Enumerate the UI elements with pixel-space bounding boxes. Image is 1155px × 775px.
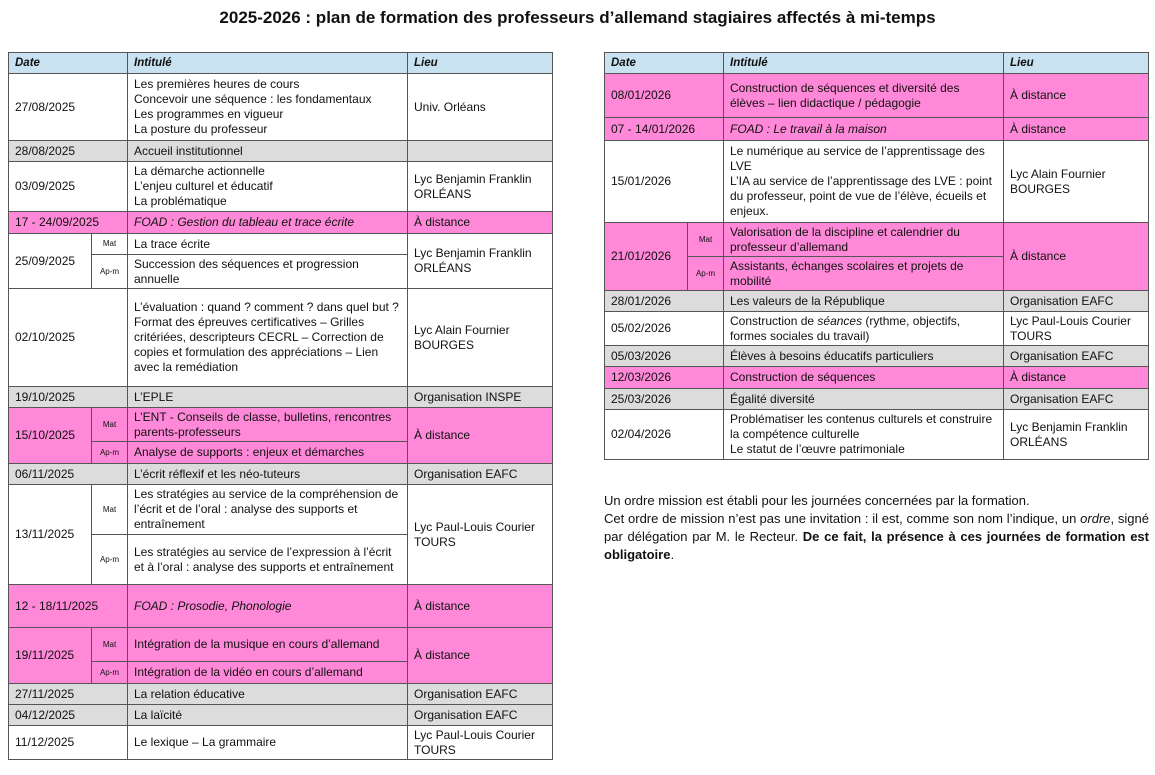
table-row xyxy=(9,408,553,442)
intitule-part: Construction de xyxy=(730,313,818,328)
row-intitule xyxy=(128,162,408,212)
intitule-line: Le numérique au service de l’apprentissage des LVE xyxy=(730,144,985,173)
row-intitule: Assistants, échanges scolaires et projets de mobilité xyxy=(724,257,1004,291)
row-lieu: Univ. Orléans xyxy=(408,74,553,141)
row-date: 19/11/2025 xyxy=(9,628,92,684)
table-row xyxy=(605,367,1149,389)
table-row xyxy=(605,223,1149,257)
row-intitule: L’EPLE xyxy=(128,387,408,408)
row-date: 17 - 24/09/2025 xyxy=(9,212,128,234)
row-date: 11/12/2025 xyxy=(9,726,128,760)
table-header xyxy=(605,53,1149,74)
table-row xyxy=(9,464,553,485)
row-date: 15/01/2026 xyxy=(605,141,724,223)
notice-text: Cet ordre de mission n’est pas une invitation : il est, comme son nom l’indique, un xyxy=(604,511,1081,526)
header-lieu: Lieu xyxy=(1004,53,1149,74)
session-apm: Ap-m xyxy=(92,255,128,289)
row-intitule xyxy=(128,74,408,141)
row-intitule xyxy=(724,141,1004,223)
table-row xyxy=(605,312,1149,346)
row-date: 05/03/2026 xyxy=(605,346,724,367)
row-intitule: FOAD : Gestion du tableau et trace écrite xyxy=(128,212,408,234)
row-date: 21/01/2026 xyxy=(605,223,688,291)
table-row xyxy=(9,141,553,162)
row-lieu: Organisation EAFC xyxy=(1004,389,1149,410)
header-lieu: Lieu xyxy=(408,53,553,74)
header-intitule: Intitulé xyxy=(724,53,1004,74)
session-apm: Ap-m xyxy=(92,442,128,464)
header-date: Date xyxy=(9,53,128,74)
row-lieu: À distance xyxy=(1004,118,1149,141)
row-lieu: Organisation INSPE xyxy=(408,387,553,408)
table-row xyxy=(9,585,553,628)
row-intitule: FOAD : Prosodie, Phonologie xyxy=(128,585,408,628)
session-mat: Mat xyxy=(92,628,128,662)
notice-line-1: Un ordre mission est établi pour les journées concernées par la formation. xyxy=(604,493,1030,508)
row-lieu: À distance xyxy=(408,408,553,464)
row-intitule: L’écrit réflexif et les néo-tuteurs xyxy=(128,464,408,485)
row-date: 02/04/2026 xyxy=(605,410,724,460)
row-lieu: À distance xyxy=(1004,223,1149,291)
row-intitule: Les stratégies au service de l’expression à l’écrit et à l’oral : analyse des supports et entraînement xyxy=(128,535,408,585)
table-row xyxy=(9,628,553,662)
row-lieu: À distance xyxy=(408,212,553,234)
table-row xyxy=(9,234,553,255)
row-date: 04/12/2025 xyxy=(9,705,128,726)
row-date: 25/03/2026 xyxy=(605,389,724,410)
intitule-line: La problématique xyxy=(134,194,227,208)
notice-emphasis: ordre xyxy=(1080,511,1111,526)
row-intitule: Intégration de la vidéo en cours d’allemand xyxy=(128,662,408,684)
row-lieu: À distance xyxy=(408,628,553,684)
intitule-line: Concevoir une séquence : les fondamentaux xyxy=(134,92,372,106)
row-date: 08/01/2026 xyxy=(605,74,724,118)
row-date: 28/08/2025 xyxy=(9,141,128,162)
table-row xyxy=(9,485,553,535)
table-row xyxy=(605,141,1149,223)
schedule-table-spring xyxy=(604,52,1149,460)
row-lieu xyxy=(408,141,553,162)
row-date: 15/10/2025 xyxy=(9,408,92,464)
header-date: Date xyxy=(605,53,724,74)
table-row xyxy=(9,74,553,141)
row-lieu: Lyc Alain Fournier BOURGES xyxy=(408,289,553,387)
row-intitule: L’ENT - Conseils de classe, bulletins, rencontres parents-professeurs xyxy=(128,408,408,442)
table-row xyxy=(9,212,553,234)
row-intitule: Construction de séquences xyxy=(724,367,1004,389)
row-date: 12 - 18/11/2025 xyxy=(9,585,128,628)
row-lieu: Lyc Paul-Louis Courier TOURS xyxy=(1004,312,1149,346)
row-intitule: La relation éducative xyxy=(128,684,408,705)
table-header xyxy=(9,53,553,74)
row-intitule xyxy=(128,289,408,387)
intitule-line: Problématiser les contenus culturels et construire la compétence culturelle xyxy=(730,412,993,441)
row-intitule: La laïcité xyxy=(128,705,408,726)
row-lieu: Lyc Alain Fournier BOURGES xyxy=(1004,141,1149,223)
row-lieu: À distance xyxy=(1004,74,1149,118)
row-intitule: Succession des séquences et progression annuelle xyxy=(128,255,408,289)
notice-mandatory: De ce fait, la présence à ces journées de formation est obligatoire xyxy=(604,529,1149,562)
row-lieu: À distance xyxy=(408,585,553,628)
notice-line-2 xyxy=(604,510,1149,564)
row-date: 27/08/2025 xyxy=(9,74,128,141)
table-row xyxy=(605,410,1149,460)
row-lieu: Lyc Benjamin Franklin ORLÉANS xyxy=(408,234,553,289)
row-intitule xyxy=(724,410,1004,460)
row-lieu: Lyc Benjamin Franklin ORLÉANS xyxy=(408,162,553,212)
notice-text: . xyxy=(670,547,675,562)
session-apm: Ap-m xyxy=(688,257,724,291)
row-date: 02/10/2025 xyxy=(9,289,128,387)
table-row xyxy=(605,74,1149,118)
row-intitule: Égalité diversité xyxy=(724,389,1004,410)
intitule-line: Les programmes en vigueur xyxy=(134,107,284,121)
table-row xyxy=(605,118,1149,141)
notice-text: , signé par délégation par M. le Recteur. xyxy=(604,511,1149,544)
row-lieu: Lyc Paul-Louis Courier TOURS xyxy=(408,485,553,585)
table-row xyxy=(9,162,553,212)
row-date: 06/11/2025 xyxy=(9,464,128,485)
session-apm: Ap-m xyxy=(92,662,128,684)
intitule-line: L’IA au service de l’apprentissage des LVE : point du professeur, point de vue de l’élève, écueils et enjeux. xyxy=(730,174,992,218)
row-date: 13/11/2025 xyxy=(9,485,92,585)
table-row xyxy=(605,291,1149,312)
row-intitule: FOAD : Le travail à la maison xyxy=(724,118,1004,141)
row-date: 19/10/2025 xyxy=(9,387,128,408)
page-title: 2025-2026 : plan de formation des professeurs d’allemand stagiaires affectés à mi-temps xyxy=(219,8,936,27)
row-date: 27/11/2025 xyxy=(9,684,128,705)
table-row xyxy=(9,684,553,705)
row-date: 12/03/2026 xyxy=(605,367,724,389)
row-intitule: La trace écrite xyxy=(128,234,408,255)
row-intitule: Analyse de supports : enjeux et démarches xyxy=(128,442,408,464)
table-row xyxy=(9,289,553,387)
row-intitule: Les valeurs de la République xyxy=(724,291,1004,312)
intitule-part: (rythme, objectifs, formes sociales du travail) xyxy=(730,313,961,343)
row-date: 28/01/2026 xyxy=(605,291,724,312)
session-mat: Mat xyxy=(92,485,128,535)
intitule-line: La posture du professeur xyxy=(134,122,268,136)
table-row xyxy=(9,726,553,760)
intitule-line: La démarche actionnelle xyxy=(134,164,265,178)
session-mat: Mat xyxy=(92,408,128,442)
row-intitule: Élèves à besoins éducatifs particuliers xyxy=(724,346,1004,367)
row-lieu: Organisation EAFC xyxy=(408,705,553,726)
row-date: 07 - 14/01/2026 xyxy=(605,118,724,141)
row-lieu: À distance xyxy=(1004,367,1149,389)
table-row xyxy=(605,389,1149,410)
table-row xyxy=(605,346,1149,367)
row-intitule: Le lexique – La grammaire xyxy=(128,726,408,760)
schedule-table-autumn xyxy=(8,52,553,760)
row-date: 03/09/2025 xyxy=(9,162,128,212)
table-row xyxy=(9,705,553,726)
session-mat: Mat xyxy=(92,234,128,255)
row-lieu: Lyc Paul-Louis Courier TOURS xyxy=(408,726,553,760)
row-intitule: Les stratégies au service de la compréhension de l’écrit et de l’oral : analyse des supports et entraînement xyxy=(128,485,408,535)
row-intitule: Intégration de la musique en cours d’allemand xyxy=(128,628,408,662)
intitule-line: Le statut de l’œuvre patrimoniale xyxy=(730,442,905,456)
row-lieu: Organisation EAFC xyxy=(408,464,553,485)
row-intitule xyxy=(724,312,1004,346)
row-lieu: Organisation EAFC xyxy=(408,684,553,705)
header-intitule: Intitulé xyxy=(128,53,408,74)
session-mat: Mat xyxy=(688,223,724,257)
session-apm: Ap-m xyxy=(92,535,128,585)
row-lieu: Organisation EAFC xyxy=(1004,346,1149,367)
intitule-line: Format des épreuves certificatives – Grilles critériées, descripteurs CECRL – Correction de copies et formulation des appréciations – Lien avec la remédiation xyxy=(134,315,384,374)
intitule-part-italic: séances xyxy=(817,313,863,328)
row-intitule: Accueil institutionnel xyxy=(128,141,408,162)
mission-order-notice xyxy=(604,492,1149,564)
intitule-line: L’évaluation : quand ? comment ? dans quel but ? xyxy=(134,300,399,314)
row-lieu: Lyc Benjamin Franklin ORLÉANS xyxy=(1004,410,1149,460)
table-row xyxy=(9,387,553,408)
intitule-line: L’enjeu culturel et éducatif xyxy=(134,179,273,193)
row-intitule: Construction de séquences et diversité des élèves – lien didactique / pédagogie xyxy=(724,74,1004,118)
intitule-line: Les premières heures de cours xyxy=(134,77,300,91)
row-date: 05/02/2026 xyxy=(605,312,724,346)
row-lieu: Organisation EAFC xyxy=(1004,291,1149,312)
row-date: 25/09/2025 xyxy=(9,234,92,289)
row-intitule: Valorisation de la discipline et calendrier du professeur d’allemand xyxy=(724,223,1004,257)
